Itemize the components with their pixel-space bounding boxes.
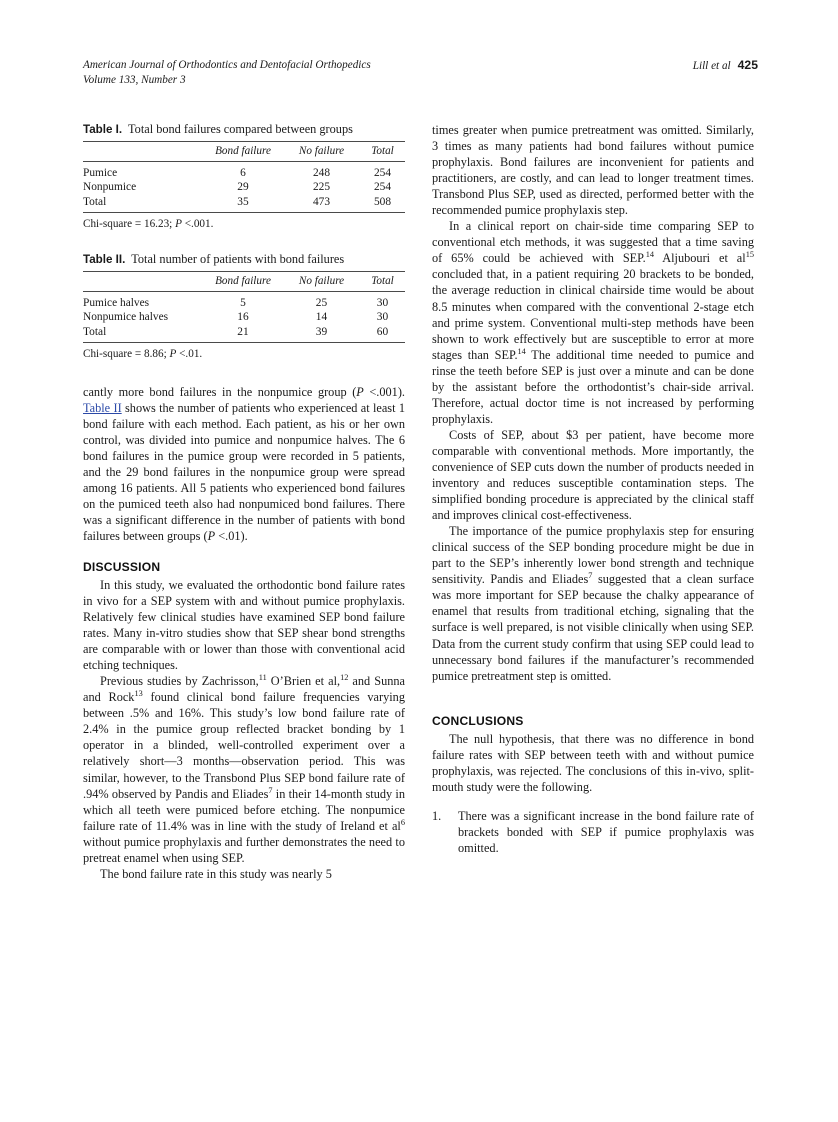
para-part: Aljubouri et al: [654, 251, 746, 266]
table-2-col-1: Bond failure: [203, 271, 283, 291]
table-2-note-suffix: <.01.: [176, 347, 203, 360]
table-1-note-prefix: Chi-square = 16.23;: [83, 217, 176, 230]
table-1-r0-c2: 248: [312, 167, 331, 179]
table-1-r2-c1: 35: [203, 195, 283, 213]
table-row: [83, 310, 405, 324]
conclusions-paragraph: The null hypothesis, that there was no difference in bond failure rates with SEP between teeth with and without pumice prophylaxis, was rejected. The conclusions of this in-vivo, split-mouth study were the following.: [432, 731, 754, 794]
table-row: [83, 324, 405, 342]
table-2-header-row: [83, 271, 405, 291]
running-head-right: [693, 58, 758, 74]
reference-marker-14b[interactable]: 14: [517, 346, 526, 356]
table-1-col-0: [83, 142, 203, 162]
table-1-label: Table I.: [83, 123, 123, 136]
table-2-r0-c3: 30: [376, 296, 389, 309]
table-2-col-0: [83, 271, 203, 291]
table-1-r2-c2: 473: [283, 195, 360, 213]
table-1-col-2: No failure: [283, 142, 360, 162]
table-2-col-2: No failure: [283, 271, 360, 291]
reference-marker-14[interactable]: 14: [645, 250, 655, 260]
para-part: in their 14-month study in which all teeth were pumiced before etching. The nonpumice failure rate of 11.4% was in line with the study of Ireland et al: [83, 786, 405, 833]
table-2-r1-c1: 16: [237, 311, 249, 324]
right-paragraph-3: Costs of SEP, about $3 per patient, have become more comparable with conventional methods. More importantly, the convenience of SEP cuts down the number of products needed in inventory and reduces susceptible contamination steps. The simplified bonding procedure is appreciated by the clinical staff and improves clinical cost-effectiveness.: [432, 427, 754, 523]
table-1-note-suffix: <.001.: [181, 217, 214, 230]
discussion-paragraph-2: [83, 673, 405, 866]
journal-volume-line: Volume 133, Number 3: [83, 73, 186, 86]
reference-marker-6[interactable]: 6: [400, 817, 405, 827]
table-row: [83, 180, 405, 194]
table-1-r0-c1: 6: [240, 167, 246, 179]
heading-discussion: DISCUSSION: [83, 559, 161, 574]
left-column: [83, 122, 405, 882]
table-1-note-p: P: [175, 217, 182, 230]
discussion-paragraph-3: The bond failure rate in this study was nearly 5: [100, 866, 332, 881]
table-2-r0-c2: 25: [315, 296, 328, 309]
heading-conclusions: CONCLUSIONS: [432, 713, 524, 728]
right-column: [432, 122, 754, 856]
reference-marker-7[interactable]: 7: [268, 785, 273, 795]
table-2-r2-c3: 60: [360, 324, 405, 342]
table-2: [83, 271, 405, 343]
journal-title-line1: American Journal of Orthodontics and Dentofacial Orthopedics: [83, 59, 371, 71]
para-part: O’Brien et al,: [266, 674, 341, 689]
table-2-r2-c0: Total: [83, 324, 203, 342]
list-item-text: There was a significant increase in the bond failure rate of brackets bonded with SEP if pumice prophylaxis was omitted.: [458, 808, 754, 855]
table-1-caption-text: Total bond failures compared between groups: [128, 122, 353, 136]
table-2-r0-c1: 5: [240, 296, 246, 309]
table-2-r0-c0: Pumice halves: [83, 296, 150, 309]
table-1-col-3: Total: [360, 142, 405, 162]
discussion-paragraph-1: In this study, we evaluated the orthodontic bond failure rates in vivo for a SEP system with and without pumice prophylaxis. Relatively few clinical studies have examined SEP bond failure rates. Many in-vitro studies show that SEP shear bond strengths are comparable with or lower than those with conventional acid etching techniques.: [83, 577, 405, 673]
table-1-r1-c1: 29: [237, 181, 249, 194]
reference-marker-11[interactable]: 11: [258, 673, 267, 683]
table-1-header-row: [83, 142, 405, 162]
para-part: and Sunna and Rock: [83, 674, 405, 705]
para-part: found clinical bond failure frequencies varying between .5% and 16%. This study’s low bond failure rate of 2.4% in the pumice group reflected bracket bonding by 1 operator in a blinded, well-controlled experiment over a relatively short—3 months—observation period. This was similar, however, to the Transbond Plus SEP bond failure rate of .94% observed by Pandis and Eliades: [83, 690, 405, 801]
table-1-r1-c3: 254: [373, 181, 392, 194]
right-paragraph-2: [432, 218, 754, 427]
para-part: shows the number of patients who experienced at least 1 bond failure with each method. Each patient, as his or her own control, was divided into pumice and nonpumice halves. The 6 bond failures in the pumice group were recorded in 5 patients, and the 29 bond failures in the nonpumice group were spread among 16 patients. All 5 patients who experienced bond failures on the pumiced teeth also had nonpumiced bond failures. There was a significant difference in the number of patients with bond failures between groups (: [83, 400, 405, 543]
list-item: [432, 808, 754, 856]
list-item-number: 1.: [432, 808, 442, 823]
para-part: without pumice prophylaxis and further demonstrates the need to pretreat enamel when using SEP.: [83, 834, 405, 865]
table-2-crossref-link[interactable]: Table II: [83, 400, 122, 415]
table-2-col-3: Total: [360, 271, 405, 291]
table-1-r0-c0: Pumice: [83, 167, 118, 179]
paragraph-continued: [83, 384, 405, 544]
para-part: Previous studies by Zachrisson,: [100, 674, 259, 689]
table-2-r1-c0: Nonpumice halves: [83, 311, 169, 324]
para-part: <.01).: [215, 528, 248, 543]
para-part: In a clinical report on chair-side time comparing SEP to conventional etch methods, it was suggested that a time saving of 65% could be achieved with SEP.: [432, 219, 754, 266]
table-1-r1-c2: 225: [312, 181, 331, 194]
conclusions-list: [432, 808, 754, 856]
table-1-note: [83, 218, 405, 230]
para-part: The additional time needed to pumice and rinse the teeth before SEP is just over a minute and can be done by the assistant before the orthodontist’s chair-side arrival. Therefore, actual doctor time is not increased by performing prophylaxis.: [432, 347, 754, 426]
authors-label: Lill et al: [692, 60, 731, 72]
p-value-italic: P: [207, 528, 216, 543]
p-value-italic: P: [356, 384, 364, 399]
right-paragraph-4: [432, 523, 754, 683]
table-2-caption: [83, 252, 405, 267]
table-2-caption-text: Total number of patients with bond failures: [131, 251, 345, 266]
reference-marker-15[interactable]: 15: [745, 250, 754, 260]
para-part: cantly more bond failures in the nonpumice group (: [83, 384, 357, 399]
table-row: [83, 195, 405, 213]
table-1-r1-c0: Nonpumice: [83, 181, 137, 194]
table-1: [83, 141, 405, 213]
table-2-note-prefix: Chi-square = 8.86;: [83, 347, 170, 360]
table-row: [83, 291, 405, 310]
page-number: 425: [737, 58, 758, 72]
table-2-r1-c3: 30: [376, 311, 389, 324]
table-2-note: [83, 348, 405, 360]
table-1-block: [83, 122, 405, 230]
table-1-r2-c3: 508: [360, 195, 405, 213]
para-part: The importance of the pumice prophylaxis step for ensuring clinical success of the SEP bonding procedure might be due in part to the SEP’s inherently lower bond strength and technique sensitivity. Pandis and Eliades: [432, 524, 754, 587]
table-2-note-p: P: [169, 347, 177, 360]
para-part: <.001).: [363, 384, 405, 399]
table-1-r0-c3: 254: [373, 167, 392, 179]
journal-title: [83, 58, 371, 87]
table-2-r2-c2: 39: [283, 324, 360, 342]
table-2-block: [83, 252, 405, 360]
right-paragraph-1: times greater when pumice pretreatment was omitted. Similarly, 3 times as many patients had bond failures without pumice prophylaxis. Bond failures are inconvenient for patients and practitioners, are costly, and can lead to longer treatment times. Transbond Plus SEP, used as directed, performed better with the recommended pumice prophylaxis step.: [432, 123, 754, 218]
reference-marker-12[interactable]: 12: [340, 673, 349, 683]
running-head: [83, 58, 758, 87]
table-1-caption: [83, 122, 405, 137]
table-1-r2-c0: Total: [83, 195, 203, 213]
reference-marker-7b[interactable]: 7: [588, 571, 593, 581]
table-2-r1-c2: 14: [315, 311, 328, 324]
tables-body-gap: [83, 360, 405, 384]
table-1-col-1: Bond failure: [203, 142, 283, 162]
para-part: concluded that, in a patient requiring 20 brackets to be bonded, the average reduction in clinical chairside time would be about 8.5 minutes when compared with the conventional 2-stage etch and prime system. Conventional multi-step methods have been shown to work effectively but are susceptible to error at more stages than SEP.: [432, 267, 754, 362]
table-2-r2-c1: 21: [203, 324, 283, 342]
para-part: suggested that a clean surface was more important for SEP because the chalky appearance of enamel that results from traditional etching, signaling that the surface is well prepared, is not visible clinically when using SEP. Data from the current study confirm that using SEP could lead to unnecessary bond failures if the manufacturer’s recommended pumice pretreatment step is omitted.: [432, 572, 755, 683]
table-row: [83, 162, 405, 181]
reference-marker-13[interactable]: 13: [134, 689, 143, 699]
table-gap: [83, 230, 405, 252]
table-2-label: Table II.: [83, 252, 126, 266]
